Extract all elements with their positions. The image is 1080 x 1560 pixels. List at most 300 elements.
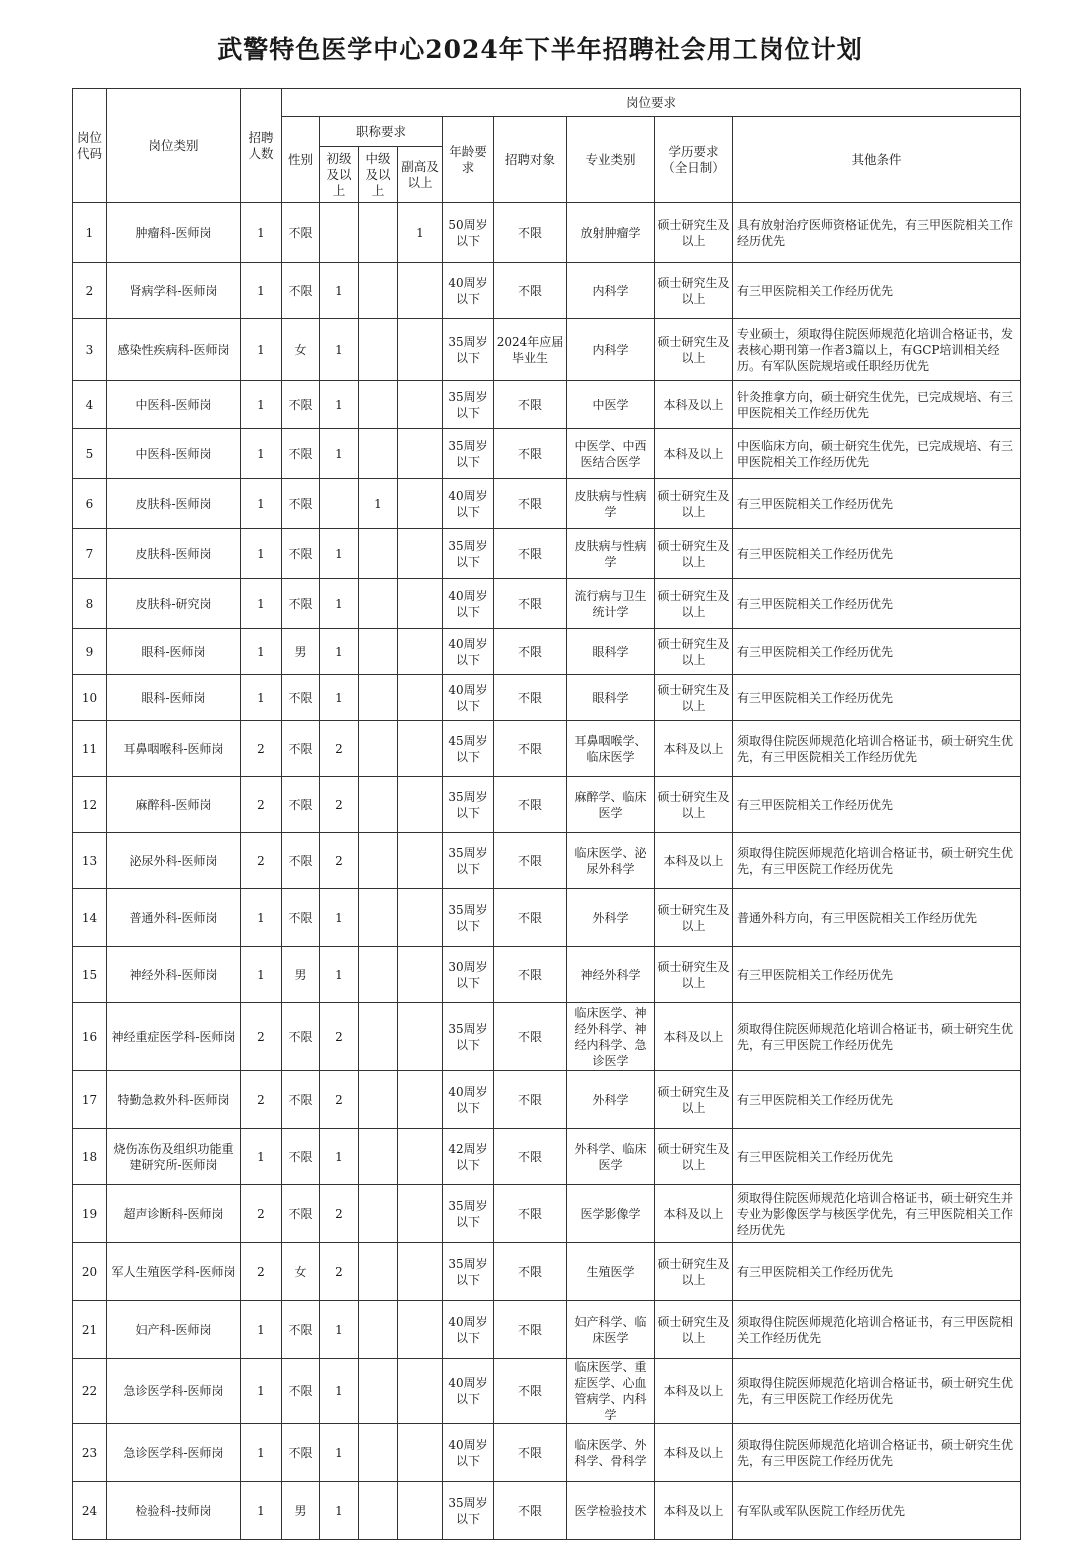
- row-senior: [398, 1003, 443, 1071]
- row-code: 8: [73, 579, 107, 629]
- row-code: 2: [73, 263, 107, 319]
- row-education: 硕士研究生及以上: [655, 319, 733, 381]
- row-count: 2: [241, 1071, 282, 1129]
- header-major: 专业类别: [567, 117, 655, 203]
- row-gender: 不限: [282, 889, 320, 947]
- row-age: 50周岁以下: [443, 203, 494, 263]
- row-education: 本科及以上: [655, 1359, 733, 1424]
- row-gender: 不限: [282, 263, 320, 319]
- row-code: 24: [73, 1482, 107, 1540]
- row-education: 硕士研究生及以上: [655, 889, 733, 947]
- row-middle: [359, 1424, 398, 1482]
- row-senior: 1: [398, 203, 443, 263]
- row-other: 有军队或军队医院工作经历优先: [733, 1482, 1021, 1540]
- row-gender: 女: [282, 319, 320, 381]
- row-age: 40周岁以下: [443, 1359, 494, 1424]
- row-target: 不限: [494, 1424, 567, 1482]
- row-gender: 不限: [282, 1129, 320, 1185]
- row-code: 10: [73, 675, 107, 721]
- row-other: 有三甲医院相关工作经历优先: [733, 479, 1021, 529]
- row-major: 内科学: [567, 319, 655, 381]
- table-row: [73, 319, 1021, 381]
- row-senior: [398, 1185, 443, 1243]
- row-category: 眼科-医师岗: [107, 629, 241, 675]
- row-middle: [359, 1129, 398, 1185]
- row-age: 35周岁以下: [443, 429, 494, 479]
- row-senior: [398, 1424, 443, 1482]
- row-other: 有三甲医院相关工作经历优先: [733, 947, 1021, 1003]
- row-other: 针灸推拿方向，硕士研究生优先，已完成规培、有三甲医院相关工作经历优先: [733, 381, 1021, 429]
- row-count: 1: [241, 529, 282, 579]
- row-target: 不限: [494, 1003, 567, 1071]
- row-gender: 女: [282, 1243, 320, 1301]
- row-gender: 男: [282, 1482, 320, 1540]
- header-education: 学历要求（全日制）: [655, 117, 733, 203]
- table-row: [73, 479, 1021, 529]
- row-middle: [359, 833, 398, 889]
- row-category: 耳鼻咽喉科-医师岗: [107, 721, 241, 777]
- row-middle: [359, 947, 398, 1003]
- row-age: 40周岁以下: [443, 579, 494, 629]
- row-senior: [398, 629, 443, 675]
- row-gender: 不限: [282, 381, 320, 429]
- row-middle: [359, 1185, 398, 1243]
- row-education: 本科及以上: [655, 721, 733, 777]
- row-category: 泌尿外科-医师岗: [107, 833, 241, 889]
- row-middle: [359, 1243, 398, 1301]
- row-other: 须取得住院医师规范化培训合格证书，硕士研究生优先，有三甲医院工作经历优先: [733, 1003, 1021, 1071]
- row-education: 硕士研究生及以上: [655, 1129, 733, 1185]
- row-senior: [398, 889, 443, 947]
- row-education: 硕士研究生及以上: [655, 203, 733, 263]
- row-gender: 不限: [282, 1003, 320, 1071]
- row-other: 具有放射治疗医师资格证优先，有三甲医院相关工作经历优先: [733, 203, 1021, 263]
- header-junior: 初级及以上: [320, 147, 359, 203]
- row-age: 40周岁以下: [443, 263, 494, 319]
- row-middle: [359, 629, 398, 675]
- row-gender: 不限: [282, 675, 320, 721]
- row-education: 硕士研究生及以上: [655, 1301, 733, 1359]
- row-age: 35周岁以下: [443, 777, 494, 833]
- row-age: 40周岁以下: [443, 675, 494, 721]
- row-junior: 2: [320, 1003, 359, 1071]
- row-age: 35周岁以下: [443, 889, 494, 947]
- row-age: 40周岁以下: [443, 479, 494, 529]
- row-middle: [359, 263, 398, 319]
- row-junior: 1: [320, 1424, 359, 1482]
- row-gender: 不限: [282, 1359, 320, 1424]
- row-junior: [320, 479, 359, 529]
- row-count: 1: [241, 263, 282, 319]
- row-major: 生殖医学: [567, 1243, 655, 1301]
- row-major: 医学影像学: [567, 1185, 655, 1243]
- table-row: [73, 947, 1021, 1003]
- row-major: 眼科学: [567, 629, 655, 675]
- row-other: 须取得住院医师规范化培训合格证书，硕士研究生并专业为影像医学与核医学优先，有三甲医院相关工作经历优先: [733, 1185, 1021, 1243]
- row-count: 2: [241, 833, 282, 889]
- row-education: 本科及以上: [655, 1482, 733, 1540]
- row-gender: 不限: [282, 429, 320, 479]
- row-count: 1: [241, 1424, 282, 1482]
- row-age: 42周岁以下: [443, 1129, 494, 1185]
- row-age: 45周岁以下: [443, 721, 494, 777]
- row-target: 不限: [494, 1301, 567, 1359]
- row-middle: [359, 381, 398, 429]
- row-senior: [398, 675, 443, 721]
- row-junior: 1: [320, 429, 359, 479]
- row-count: 1: [241, 1359, 282, 1424]
- row-other: 有三甲医院相关工作经历优先: [733, 1243, 1021, 1301]
- row-major: 外科学: [567, 1071, 655, 1129]
- row-category: 肾病学科-医师岗: [107, 263, 241, 319]
- row-category: 麻醉科-医师岗: [107, 777, 241, 833]
- row-major: 中医学: [567, 381, 655, 429]
- row-category: 妇产科-医师岗: [107, 1301, 241, 1359]
- row-target: 不限: [494, 889, 567, 947]
- row-education: 硕士研究生及以上: [655, 675, 733, 721]
- row-middle: [359, 319, 398, 381]
- table-row: [73, 629, 1021, 675]
- row-junior: 1: [320, 947, 359, 1003]
- row-target: 不限: [494, 1243, 567, 1301]
- row-category: 肿瘤科-医师岗: [107, 203, 241, 263]
- row-code: 12: [73, 777, 107, 833]
- row-gender: 不限: [282, 1185, 320, 1243]
- row-count: 1: [241, 203, 282, 263]
- row-category: 眼科-医师岗: [107, 675, 241, 721]
- row-middle: [359, 529, 398, 579]
- row-education: 本科及以上: [655, 429, 733, 479]
- table-row: [73, 203, 1021, 263]
- row-senior: [398, 1129, 443, 1185]
- row-category: 军人生殖医学科-医师岗: [107, 1243, 241, 1301]
- row-code: 22: [73, 1359, 107, 1424]
- row-major: 眼科学: [567, 675, 655, 721]
- row-junior: 2: [320, 721, 359, 777]
- row-other: 有三甲医院相关工作经历优先: [733, 579, 1021, 629]
- row-middle: [359, 1482, 398, 1540]
- header-code: 岗位代码: [73, 89, 107, 203]
- row-gender: 不限: [282, 1424, 320, 1482]
- row-junior: 2: [320, 1071, 359, 1129]
- row-senior: [398, 947, 443, 1003]
- row-age: 40周岁以下: [443, 1301, 494, 1359]
- row-junior: 1: [320, 319, 359, 381]
- row-code: 5: [73, 429, 107, 479]
- row-senior: [398, 1243, 443, 1301]
- row-code: 11: [73, 721, 107, 777]
- row-junior: 2: [320, 777, 359, 833]
- row-code: 4: [73, 381, 107, 429]
- row-education: 硕士研究生及以上: [655, 1071, 733, 1129]
- row-count: 2: [241, 777, 282, 833]
- table-header: [73, 89, 1021, 203]
- row-education: 本科及以上: [655, 833, 733, 889]
- row-major: 放射肿瘤学: [567, 203, 655, 263]
- row-other: 须取得住院医师规范化培训合格证书，硕士研究生优先，有三甲医院工作经历优先: [733, 1359, 1021, 1424]
- row-code: 16: [73, 1003, 107, 1071]
- row-category: 急诊医学科-医师岗: [107, 1424, 241, 1482]
- row-code: 21: [73, 1301, 107, 1359]
- row-other: 中医临床方向，硕士研究生优先，已完成规培、有三甲医院相关工作经历优先: [733, 429, 1021, 479]
- row-junior: 1: [320, 579, 359, 629]
- row-senior: [398, 1301, 443, 1359]
- row-count: 1: [241, 479, 282, 529]
- row-other: 有三甲医院相关工作经历优先: [733, 675, 1021, 721]
- row-target: 不限: [494, 1359, 567, 1424]
- table-row: [73, 263, 1021, 319]
- row-category: 皮肤科-医师岗: [107, 479, 241, 529]
- row-category: 中医科-医师岗: [107, 381, 241, 429]
- row-senior: [398, 833, 443, 889]
- row-age: 35周岁以下: [443, 1482, 494, 1540]
- row-junior: 2: [320, 1185, 359, 1243]
- row-junior: 2: [320, 833, 359, 889]
- row-code: 9: [73, 629, 107, 675]
- row-target: 不限: [494, 1129, 567, 1185]
- row-senior: [398, 429, 443, 479]
- table-row: [73, 777, 1021, 833]
- header-category: 岗位类别: [107, 89, 241, 203]
- row-age: 35周岁以下: [443, 1003, 494, 1071]
- row-target: 不限: [494, 1071, 567, 1129]
- row-junior: 1: [320, 529, 359, 579]
- row-age: 40周岁以下: [443, 629, 494, 675]
- row-education: 硕士研究生及以上: [655, 579, 733, 629]
- row-category: 感染性疾病科-医师岗: [107, 319, 241, 381]
- row-code: 3: [73, 319, 107, 381]
- row-gender: 不限: [282, 203, 320, 263]
- row-major: 皮肤病与性病学: [567, 479, 655, 529]
- row-target: 不限: [494, 529, 567, 579]
- row-category: 神经外科-医师岗: [107, 947, 241, 1003]
- row-count: 2: [241, 1185, 282, 1243]
- recruitment-table: [72, 88, 1021, 1540]
- row-major: 神经外科学: [567, 947, 655, 1003]
- header-requirements: 岗位要求: [282, 89, 1021, 117]
- row-middle: [359, 889, 398, 947]
- row-major: 外科学: [567, 889, 655, 947]
- row-major: 皮肤病与性病学: [567, 529, 655, 579]
- row-middle: [359, 203, 398, 263]
- row-category: 超声诊断科-医师岗: [107, 1185, 241, 1243]
- row-middle: [359, 721, 398, 777]
- row-middle: 1: [359, 479, 398, 529]
- header-age: 年龄要求: [443, 117, 494, 203]
- table-row: [73, 579, 1021, 629]
- row-count: 1: [241, 381, 282, 429]
- row-gender: 不限: [282, 1301, 320, 1359]
- row-middle: [359, 1071, 398, 1129]
- row-middle: [359, 777, 398, 833]
- row-category: 急诊医学科-医师岗: [107, 1359, 241, 1424]
- page-title: 武警特色医学中心2024年下半年招聘社会用工岗位计划: [217, 35, 863, 64]
- table-row: [73, 1243, 1021, 1301]
- table-body: [73, 203, 1021, 1540]
- row-junior: 1: [320, 381, 359, 429]
- row-education: 本科及以上: [655, 1003, 733, 1071]
- table-row: [73, 889, 1021, 947]
- row-count: 1: [241, 629, 282, 675]
- row-category: 普通外科-医师岗: [107, 889, 241, 947]
- row-education: 硕士研究生及以上: [655, 529, 733, 579]
- row-senior: [398, 479, 443, 529]
- row-other: 须取得住院医师规范化培训合格证书，硕士研究生优先，有三甲医院工作经历优先: [733, 833, 1021, 889]
- row-gender: 男: [282, 629, 320, 675]
- table-row: [73, 1071, 1021, 1129]
- row-count: 1: [241, 947, 282, 1003]
- row-age: 35周岁以下: [443, 529, 494, 579]
- row-gender: 不限: [282, 1071, 320, 1129]
- row-gender: 不限: [282, 833, 320, 889]
- row-code: 1: [73, 203, 107, 263]
- row-target: 不限: [494, 263, 567, 319]
- row-other: 普通外科方向，有三甲医院相关工作经历优先: [733, 889, 1021, 947]
- row-junior: 1: [320, 1301, 359, 1359]
- row-age: 35周岁以下: [443, 319, 494, 381]
- row-age: 30周岁以下: [443, 947, 494, 1003]
- row-target: 不限: [494, 947, 567, 1003]
- header-middle: 中级及以上: [359, 147, 398, 203]
- row-other: 有三甲医院相关工作经历优先: [733, 529, 1021, 579]
- row-gender: 不限: [282, 721, 320, 777]
- row-other: 有三甲医院相关工作经历优先: [733, 777, 1021, 833]
- row-gender: 不限: [282, 579, 320, 629]
- row-gender: 不限: [282, 777, 320, 833]
- row-other: 须取得住院医师规范化培训合格证书，有三甲医院相关工作经历优先: [733, 1301, 1021, 1359]
- row-education: 本科及以上: [655, 381, 733, 429]
- header-title-req: 职称要求: [320, 117, 443, 147]
- row-target: 不限: [494, 1482, 567, 1540]
- row-senior: [398, 1071, 443, 1129]
- table-row: [73, 833, 1021, 889]
- row-target: 不限: [494, 381, 567, 429]
- row-major: 耳鼻咽喉学、临床医学: [567, 721, 655, 777]
- header-gender: 性别: [282, 117, 320, 203]
- row-category: 烧伤冻伤及组织功能重建研究所-医师岗: [107, 1129, 241, 1185]
- row-category: 皮肤科-医师岗: [107, 529, 241, 579]
- row-code: 20: [73, 1243, 107, 1301]
- row-senior: [398, 1482, 443, 1540]
- table-row: [73, 1482, 1021, 1540]
- row-code: 15: [73, 947, 107, 1003]
- row-code: 13: [73, 833, 107, 889]
- header-other: 其他条件: [733, 117, 1021, 203]
- row-age: 35周岁以下: [443, 1243, 494, 1301]
- table-row: [73, 1301, 1021, 1359]
- row-gender: 不限: [282, 529, 320, 579]
- row-target: 不限: [494, 629, 567, 675]
- row-code: 14: [73, 889, 107, 947]
- row-education: 硕士研究生及以上: [655, 1243, 733, 1301]
- row-other: 有三甲医院相关工作经历优先: [733, 1071, 1021, 1129]
- row-education: 硕士研究生及以上: [655, 947, 733, 1003]
- row-major: 中医学、中西医结合医学: [567, 429, 655, 479]
- row-count: 1: [241, 429, 282, 479]
- row-junior: 1: [320, 889, 359, 947]
- table-row: [73, 529, 1021, 579]
- row-category: 神经重症医学科-医师岗: [107, 1003, 241, 1071]
- row-education: 硕士研究生及以上: [655, 777, 733, 833]
- row-count: 1: [241, 1129, 282, 1185]
- row-count: 1: [241, 579, 282, 629]
- row-major: 内科学: [567, 263, 655, 319]
- table-row: [73, 1003, 1021, 1071]
- row-junior: 1: [320, 1482, 359, 1540]
- row-education: 硕士研究生及以上: [655, 479, 733, 529]
- row-major: 临床医学、重症医学、心血管病学、内科学: [567, 1359, 655, 1424]
- header-target: 招聘对象: [494, 117, 567, 203]
- row-education: 硕士研究生及以上: [655, 629, 733, 675]
- row-target: 不限: [494, 579, 567, 629]
- row-junior: 1: [320, 629, 359, 675]
- row-age: 40周岁以下: [443, 1424, 494, 1482]
- row-middle: [359, 579, 398, 629]
- row-age: 35周岁以下: [443, 1185, 494, 1243]
- row-major: 麻醉学、临床医学: [567, 777, 655, 833]
- row-target: 不限: [494, 833, 567, 889]
- row-other: 须取得住院医师规范化培训合格证书，硕士研究生优先，有三甲医院工作经历优先: [733, 1424, 1021, 1482]
- row-count: 1: [241, 1482, 282, 1540]
- row-category: 特勤急救外科-医师岗: [107, 1071, 241, 1129]
- row-other: 有三甲医院相关工作经历优先: [733, 629, 1021, 675]
- table-row: [73, 1185, 1021, 1243]
- row-gender: 男: [282, 947, 320, 1003]
- row-junior: 2: [320, 1243, 359, 1301]
- row-major: 医学检验技术: [567, 1482, 655, 1540]
- row-junior: [320, 203, 359, 263]
- row-count: 1: [241, 889, 282, 947]
- table-row: [73, 721, 1021, 777]
- row-senior: [398, 529, 443, 579]
- row-senior: [398, 777, 443, 833]
- row-category: 检验科-技师岗: [107, 1482, 241, 1540]
- row-major: 临床医学、神经外科学、神经内科学、急诊医学: [567, 1003, 655, 1071]
- row-target: 不限: [494, 1185, 567, 1243]
- row-code: 18: [73, 1129, 107, 1185]
- row-code: 23: [73, 1424, 107, 1482]
- row-target: 不限: [494, 777, 567, 833]
- header-count: 招聘人数: [241, 89, 282, 203]
- row-education: 本科及以上: [655, 1185, 733, 1243]
- row-major: 流行病与卫生统计学: [567, 579, 655, 629]
- row-count: 2: [241, 721, 282, 777]
- row-senior: [398, 319, 443, 381]
- row-count: 1: [241, 675, 282, 721]
- row-age: 35周岁以下: [443, 833, 494, 889]
- row-education: 本科及以上: [655, 1424, 733, 1482]
- row-category: 皮肤科-研究岗: [107, 579, 241, 629]
- row-senior: [398, 1359, 443, 1424]
- row-code: 6: [73, 479, 107, 529]
- table-row: [73, 675, 1021, 721]
- row-education: 硕士研究生及以上: [655, 263, 733, 319]
- row-middle: [359, 1359, 398, 1424]
- row-target: 不限: [494, 429, 567, 479]
- row-count: 2: [241, 1243, 282, 1301]
- row-junior: 1: [320, 1129, 359, 1185]
- row-code: 17: [73, 1071, 107, 1129]
- row-middle: [359, 675, 398, 721]
- row-middle: [359, 1003, 398, 1071]
- row-age: 35周岁以下: [443, 381, 494, 429]
- row-gender: 不限: [282, 479, 320, 529]
- row-category: 中医科-医师岗: [107, 429, 241, 479]
- row-other: 有三甲医院相关工作经历优先: [733, 263, 1021, 319]
- table-row: [73, 429, 1021, 479]
- row-target: 不限: [494, 203, 567, 263]
- row-target: 2024年应届毕业生: [494, 319, 567, 381]
